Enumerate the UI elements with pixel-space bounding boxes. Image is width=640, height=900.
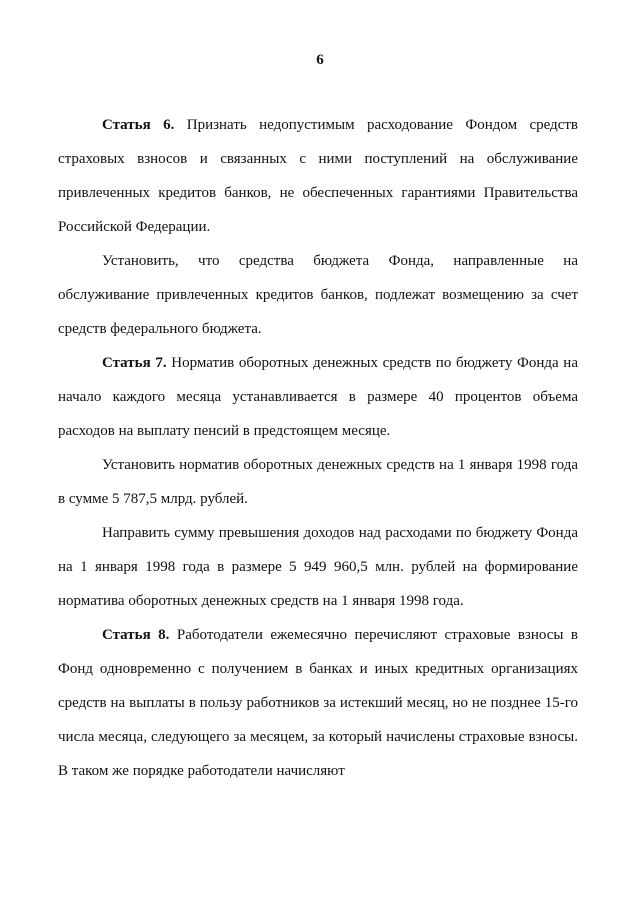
paragraph-article-7	[58, 346, 578, 448]
paragraph-article-7-norm	[58, 448, 578, 516]
article-heading: Статья 6.	[102, 117, 175, 133]
paragraph-text: Установить, что средства бюджета Фонда, направленные на обслуживание привлеченных кредитов банков, подлежат возмещению за счет средств федерального бюджета.	[58, 253, 578, 337]
paragraph-text: Признать недопустимым расходование Фондом средств страховых взносов и связанных с ними поступлений на обслуживание привлеченных кредитов банков, не обеспеченных гарантиями Правительства Российской Федерации.	[58, 117, 578, 235]
document-body	[58, 108, 578, 788]
article-heading: Статья 7.	[102, 355, 167, 371]
paragraph-article-8	[58, 618, 578, 788]
paragraph-text: Норматив оборотных денежных средств по бюджету Фонда на начало каждого месяца устанавливается в размере 40 процентов объема расходов на выплату пенсий в предстоящем месяце.	[58, 355, 578, 439]
paragraph-article-7-surplus	[58, 516, 578, 618]
paragraph-article-6-continued	[58, 244, 578, 346]
paragraph-text: Направить сумму превышения доходов над расходами по бюджету Фонда на 1 января 1998 года в размере 5 949 960,5 млн. рублей на формирование норматива оборотных денежных средств на 1 января 1998 года.	[58, 525, 578, 609]
paragraph-text: Установить норматив оборотных денежных средств на 1 января 1998 года в сумме 5 787,5 млрд. рублей.	[58, 457, 578, 507]
article-heading: Статья 8.	[102, 627, 170, 643]
paragraph-text: Работодатели ежемесячно перечисляют страховые взносы в Фонд одновременно с получением в банках и иных кредитных организациях средств на выплаты в пользу работников за истекший месяц, но не позднее 15-го числа месяца, следующего за месяцем, за который начислены страховые взносы. В таком же порядке работодатели начисляют	[58, 627, 579, 779]
paragraph-article-6	[58, 108, 578, 244]
page-number: 6	[316, 52, 324, 68]
